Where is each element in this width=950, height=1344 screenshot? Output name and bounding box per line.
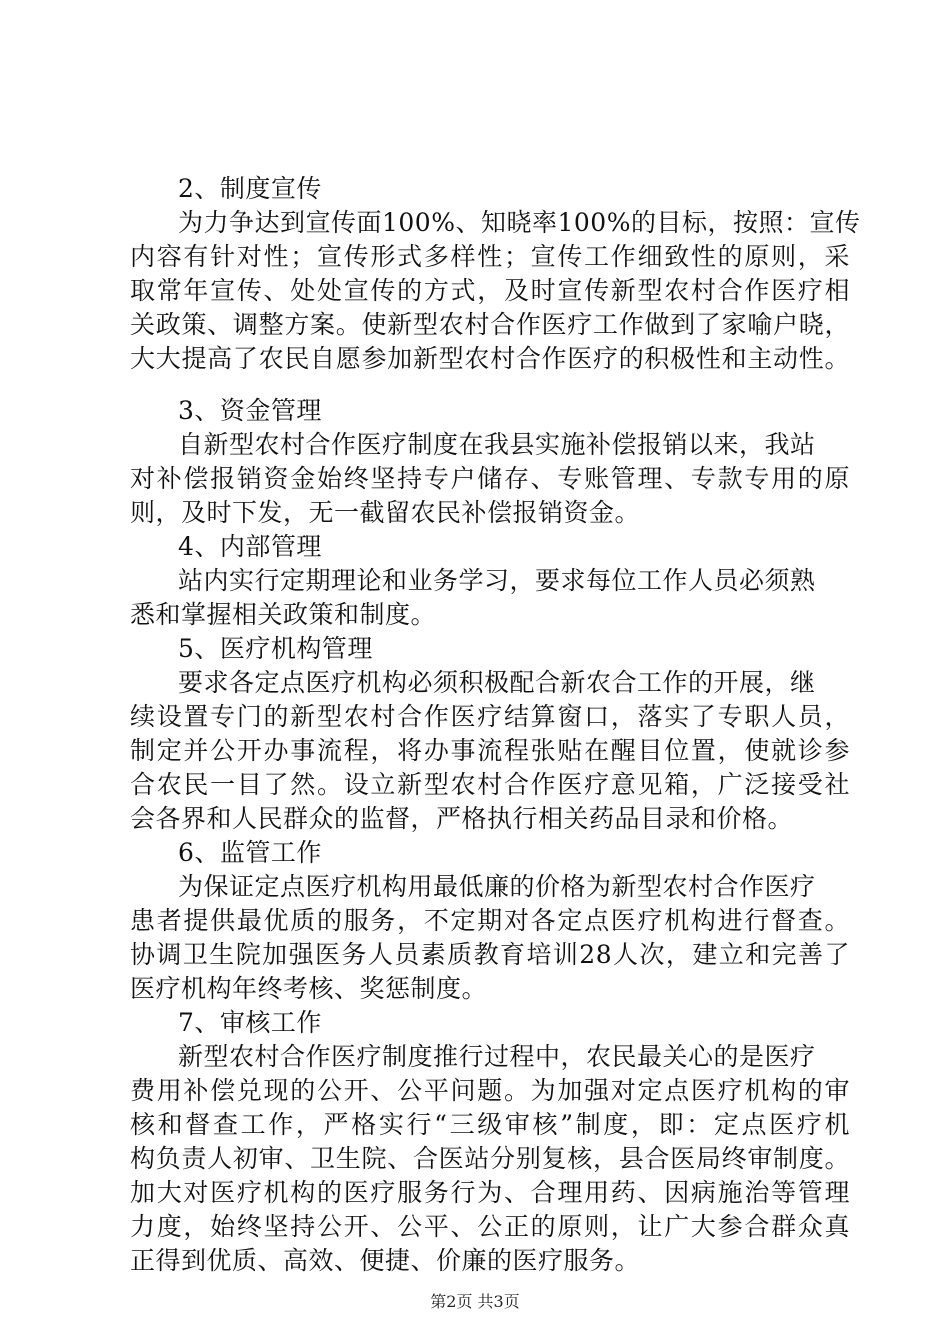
paragraph-line: 制定并公开办事流程，将办事流程张贴在醒目位置，使就诊参 xyxy=(130,736,850,765)
section-heading: 7、审核工作 xyxy=(178,1008,322,1037)
section-heading: 2、制度宣传 xyxy=(178,174,322,203)
section-gap xyxy=(130,376,850,394)
paragraph-line: 为力争达到宣传面100%、知晓率100%的目标，按照：宣传 xyxy=(178,208,861,237)
section-heading: 4、内部管理 xyxy=(178,532,322,561)
paragraph-line: 核和督查工作，严格实行“三级审核”制度，即：定点医疗机 xyxy=(130,1110,850,1139)
section-heading: 3、资金管理 xyxy=(178,396,322,425)
paragraph-line: 则，及时下发，无一截留农民补偿报销资金。 xyxy=(130,498,641,527)
paragraph-line: 会各界和人民群众的监督，严格执行相关药品目录和价格。 xyxy=(130,804,794,833)
paragraph-line: 构负责人初审、卫生院、合医站分别复核，县合医局终审制度。 xyxy=(130,1144,850,1173)
paragraph-line: 取常年宣传、处处宣传的方式，及时宣传新型农村合作医疗相 xyxy=(130,276,850,305)
paragraph-line: 协调卫生院加强医务人员素质教育培训28人次，建立和完善了 xyxy=(130,940,850,969)
document-body xyxy=(130,172,861,1278)
section-heading: 5、医疗机构管理 xyxy=(178,634,373,663)
paragraph-line: 自新型农村合作医疗制度在我县实施补偿报销以来，我站 xyxy=(178,430,816,459)
paragraph-line: 为保证定点医疗机构用最低廉的价格为新型农村合作医疗 xyxy=(178,872,816,901)
page-footer: 第2页 共3页 xyxy=(430,1292,520,1311)
paragraph-line: 悉和掌握相关政策和制度。 xyxy=(130,600,437,629)
paragraph-line: 内容有针对性；宣传形式多样性；宣传工作细致性的原则，采 xyxy=(130,242,850,271)
paragraph-line: 要求各定点医疗机构必须积极配合新农合工作的开展，继 xyxy=(178,668,816,697)
paragraph-line: 续设置专门的新型农村合作医疗结算窗口，落实了专职人员， xyxy=(130,702,850,731)
section-heading: 6、监管工作 xyxy=(178,838,322,867)
paragraph-line: 合农民一目了然。设立新型农村合作医疗意见箱，广泛接受社 xyxy=(130,770,850,799)
paragraph-line: 费用补偿兑现的公开、公平问题。为加强对定点医疗机构的审 xyxy=(130,1076,850,1105)
paragraph-line: 站内实行定期理论和业务学习，要求每位工作人员必须熟 xyxy=(178,566,816,595)
paragraph-line: 力度，始终坚持公开、公平、公正的原则，让广大参合群众真 xyxy=(130,1212,850,1241)
paragraph-line: 医疗机构年终考核、奖惩制度。 xyxy=(130,974,488,1003)
paragraph-line: 大大提高了农民自愿参加新型农村合作医疗的积极性和主动性。 xyxy=(130,344,850,373)
paragraph-line: 对补偿报销资金始终坚持专户储存、专账管理、专款专用的原 xyxy=(130,464,850,493)
paragraph-line: 患者提供最优质的服务，不定期对各定点医疗机构进行督查。 xyxy=(130,906,850,935)
paragraph-line: 加大对医疗机构的医疗服务行为、合理用药、因病施治等管理 xyxy=(130,1178,850,1207)
paragraph-line: 关政策、调整方案。使新型农村合作医疗工作做到了家喻户晓， xyxy=(130,310,850,339)
paragraph-line: 正得到优质、高效、便捷、价廉的医疗服务。 xyxy=(130,1246,641,1275)
paragraph-line: 新型农村合作医疗制度推行过程中，农民最关心的是医疗 xyxy=(178,1042,816,1071)
